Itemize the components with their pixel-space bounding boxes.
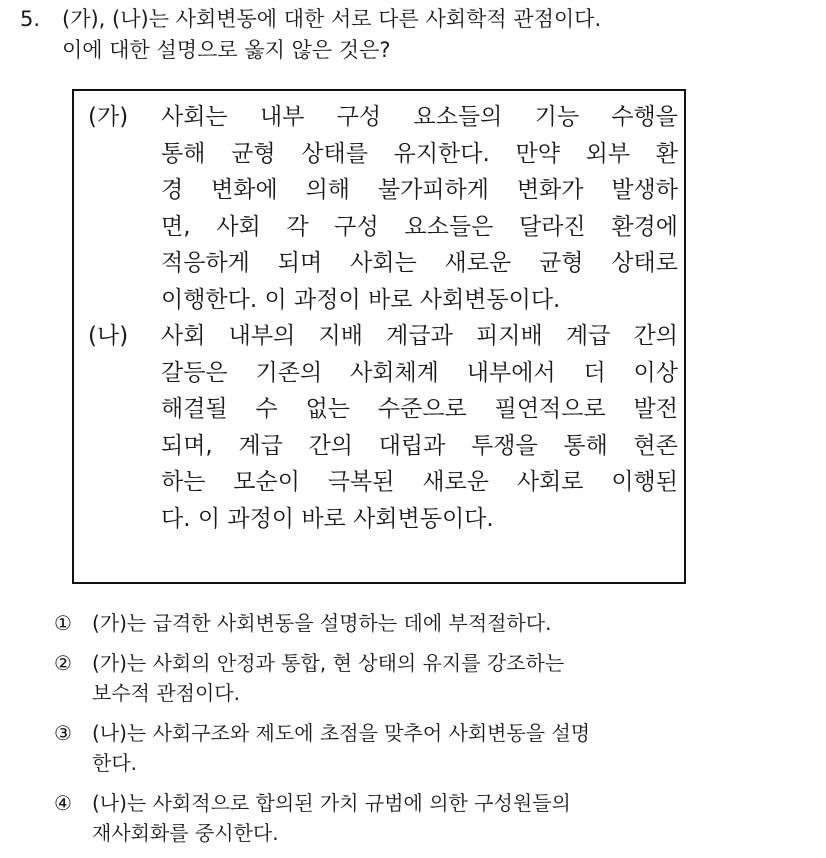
choice-1-number: ① (54, 611, 72, 635)
passage-na-line-2: 갈등은 기존의 사회체계 내부에서 더 이상 (161, 359, 678, 386)
passage-ga-line-3: 경 변화에 의해 불가피하게 변화가 발생하 (161, 177, 678, 203)
question-line-2: 이에 대한 설명으로 옳지 않은 것은? (62, 38, 391, 62)
passage-na-text-1: 사회 내부의 지배 계급과 피지배 계급 간의 (161, 323, 678, 349)
choice-2-number: ② (54, 651, 72, 675)
choice-3-text-1: (나)는 사회구조와 제도에 초점을 맞추어 사회변동을 설명 (92, 721, 591, 745)
passage-ga-line-6: 이행한다. 이 과정이 바로 사회변동이다. (161, 286, 561, 313)
choice-4-text-2: 재사회화를 중시한다. (92, 821, 279, 845)
choice-3-text-2: 한다. (92, 751, 137, 775)
passage (88, 99, 678, 537)
passage-ga-label: (가) (88, 104, 129, 130)
passage-box (72, 89, 686, 584)
choice-4-number: ④ (54, 791, 72, 815)
question-text-1: (가), (나)는 사회변동에 대한 서로 다른 사회학적 관점이다. (62, 7, 602, 31)
passage-ga-line-1 (88, 99, 678, 136)
passage-ga-line-2: 통해 균형 상태를 유지한다. 만약 외부 환 (161, 140, 678, 167)
passage-na-line-3: 해결될 수 없는 수준으로 필연적으로 발전 (161, 396, 678, 422)
passage-ga-line-4: 면, 사회 각 구성 요소들은 달라진 환경에 (161, 213, 678, 240)
passage-na-line-6: 다. 이 과정이 바로 사회변동이다. (161, 505, 494, 532)
choice-1[interactable] (54, 608, 814, 638)
choice-2[interactable] (54, 648, 814, 708)
answer-choices (54, 608, 814, 858)
passage-na-label: (나) (88, 323, 129, 349)
choice-4[interactable] (54, 788, 814, 848)
question-stem (20, 4, 810, 66)
passage-na-line-5: 하는 모순이 극복된 새로운 사회로 이행된 (161, 469, 678, 495)
passage-ga-text-1: 사회는 내부 구성 요소들의 기능 수행을 (161, 104, 678, 130)
question-number: 5. (20, 7, 41, 31)
choice-4-text-1: (나)는 사회적으로 합의된 가치 규범에 의한 구성원들의 (92, 791, 571, 815)
passage-ga-line-5: 적응하게 되며 사회는 새로운 균형 상태로 (161, 250, 678, 276)
choice-2-text-1: (가)는 사회의 안정과 통합, 현 상태의 유지를 강조하는 (92, 651, 565, 675)
question-line-1 (20, 4, 810, 35)
choice-3-number: ③ (54, 721, 72, 745)
passage-na-line-4: 되며, 계급 간의 대립과 투쟁을 통해 현존 (161, 432, 678, 459)
choice-2-text-2: 보수적 관점이다. (92, 681, 240, 705)
passage-na-line-1 (88, 318, 678, 355)
choice-1-text-1: (가)는 급격한 사회변동을 설명하는 데에 부적절하다. (92, 611, 552, 635)
choice-3[interactable] (54, 718, 814, 778)
